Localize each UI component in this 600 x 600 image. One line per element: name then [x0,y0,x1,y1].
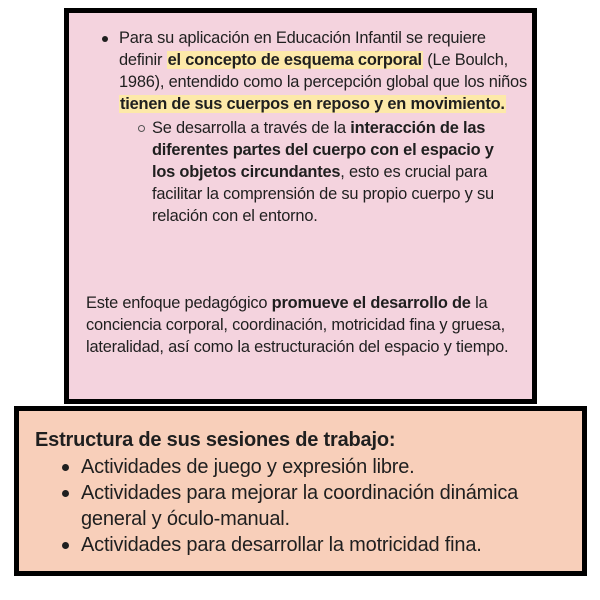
bullet-icon [62,490,69,497]
list-item [59,454,539,480]
list-item [97,27,527,115]
bullet-icon [102,36,108,42]
session-activity-list [59,454,539,558]
text-segment: , esto es crucial para facilitar la comprensión de su propio cuerpo y su relación con el entorno. [152,163,494,225]
bullet-icon [62,464,69,471]
text-segment: Se desarrolla a través de la [152,119,351,137]
text-segment: (Le Boulch, 1986), entendido como la percepción global que los niños [119,51,527,91]
session-structure-title: Estructura de sus sesiones de trabajo: [35,429,396,451]
activity-text: Actividades para mejorar la coordinación dinámica general y óculo-manual. [81,482,519,530]
bullet-icon [62,542,69,549]
text-segment: Este enfoque pedagógico [86,294,272,312]
text-segment: la conciencia corporal, coordinación, motricidad fina y gruesa, lateralidad, así como la estructuración del espacio y tiempo. [86,294,509,356]
list-item [59,480,539,532]
top-info-panel [64,8,537,404]
hollow-bullet-icon [138,125,145,132]
highlighted-text: tienen de sus cuerpos en reposo y en movimiento. [120,95,505,113]
list-item [59,532,539,558]
session-structure-panel [14,406,587,576]
bold-text: promueve el desarrollo de [271,294,471,312]
closing-paragraph [86,292,526,358]
text-segment: Para su aplicación en Educación Infantil se requiere definir [119,29,486,69]
sub-bullet-text [152,119,494,225]
activity-text: Actividades de juego y expresión libre. [81,456,415,478]
bullet-text [119,29,527,113]
bold-text: interacción de las diferentes partes del cuerpo con el espacio y los objetos circundantes [152,119,494,181]
highlighted-text: el concepto de esquema corporal [167,51,422,69]
sub-list-item [97,117,494,227]
activity-text: Actividades para desarrollar la motricidad fina. [81,534,482,556]
main-bullet-list [97,27,527,227]
